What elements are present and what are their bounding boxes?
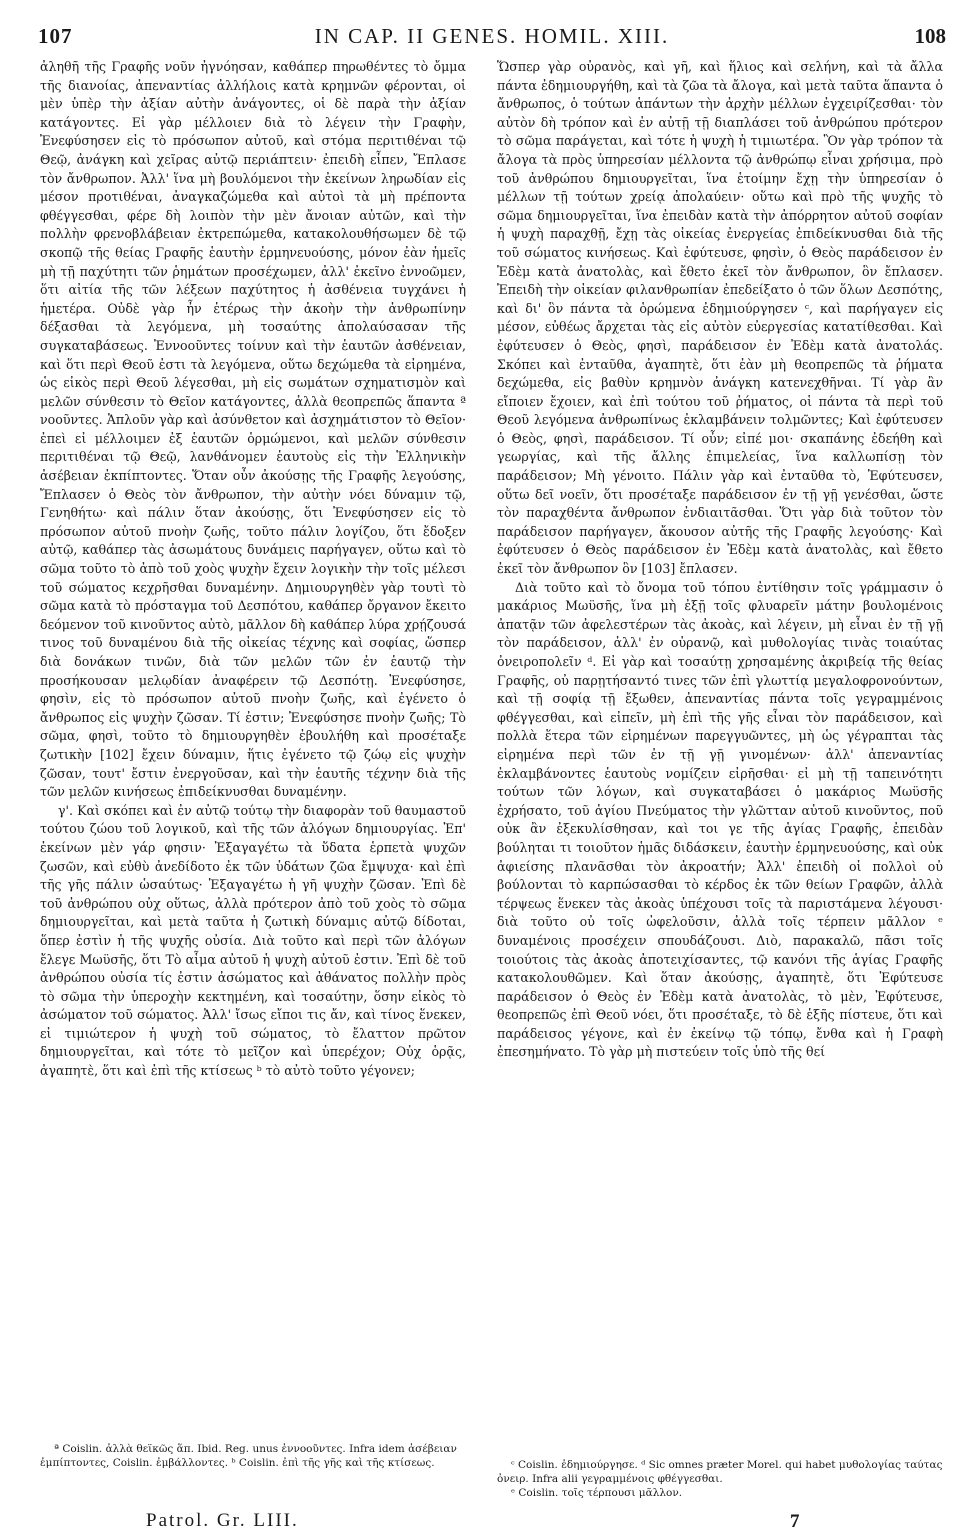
right-text-column: [497, 58, 943, 1062]
left-paragraph-2: γ'. Καὶ σκόπει καὶ ἐν αὐτῷ τούτῳ τὴν διαφορὰν τοῦ θαυμαστοῦ τούτου ζώου τοῦ λογικοῦ, καὶ τῆς τῶν ἀλόγων δημιουργίας. Ἐπ' ἐκείνων μὲν γάρ φησιν· Ἐξαγαγέτω τὰ ὕδατα ἑρπετὰ ψυχῶν ζωσῶν, καὶ εὐθὺ ἀνεδίδοτο ἐκ τῶν ὑδάτων ζῶα ἔμψυχα· καὶ ἐπὶ τῆς γῆς πάλιν ὡσαύτως· Ἐξαγαγέτω ἡ γῆ ψυχὴν ζῶσαν. Ἐπὶ δὲ τοῦ ἀνθρώπου οὐχ οὕτως, ἀλλὰ πρότερον ἀπὸ τοῦ χοὸς τὸ σῶμα δημιουργεῖται, καὶ μετὰ ταῦτα ἡ ζωτικὴ δύναμις αὐτῷ δίδοται, ὅπερ ἐστὶν ἡ τῆς ψυχῆς οὐσία. Διὰ τοῦτο καὶ περὶ τῶν ἀλόγων ἔλεγε Μωϋσῆς, ὅτι Τὸ αἷμα αὐτοῦ ἡ ψυχὴ αὐτοῦ ἐστιν. Ἐπὶ δὲ τοῦ ἀνθρώπου οὐσία τίς ἐστιν ἀσώματος καὶ ἀθάνατος πολλὴν πρὸς τὸ σῶμα τὴν ὑπεροχὴν κεκτημένη, καὶ τοσαύτην, ὅσην εἰκὸς τὸ ἀσώματον τοῦ σώματος. Ἀλλ' ἴσως εἴποι τις ἄν, καὶ τίνος ἕνεκεν, εἰ τιμιώτερον ἡ ψυχὴ τοῦ σώματος, τὸ ἔλαττον πρῶτον δημιουργεῖται, καὶ τότε τὸ μεῖζον καὶ ὑπερέχον; Οὐχ ὁρᾷς, ἀγαπητὲ, ὅτι καὶ ἐπὶ τῆς κτίσεως ᵇ τὸ αὐτὸ τοῦτο γέγονεν;: [40, 802, 466, 1079]
signature-mark: 7: [790, 1511, 800, 1532]
left-text-column: [40, 58, 466, 1081]
running-header: [38, 24, 946, 54]
left-page-number: 107: [38, 24, 73, 48]
right-page-number: 108: [914, 24, 946, 48]
running-title: IN CAP. II GENES. HOMIL. XIII.: [314, 24, 670, 48]
footnote: ᶜ Coislin. ἐδημιούργησε. ᵈ Sic omnes præter Morel. qui habet μυθολογίας ταύτας ὀνειρ. Infra alii γεγραμμένοις φθέγγεσθαι.: [497, 1459, 943, 1485]
left-footnotes: [40, 1442, 466, 1470]
right-paragraph-2: Διὰ τοῦτο καὶ τὸ ὄνομα τοῦ τόπου ἐντίθησιν τοῖς γράμμασιν ὁ μακάριος Μωϋσῆς, ἵνα μὴ ἐξῇ τοῖς φλυαρεῖν μάτην βουλομένοις ἀπατᾷν τῶν ἀφελεστέρων τὰς ἀκοὰς, καὶ λέγειν, μὴ εἶναι ἐν τῇ γῇ τὸν παράδεισον, ἀλλ' ἐν οὐρανῷ, καὶ μυθολογίας τινὰς τοιαύτας ὀνειροπολεῖν ᵈ. Εἰ γὰρ καὶ τοσαύτῃ χρησαμένης ἀκριβείᾳ τῆς θείας Γραφῆς, οὐ παρῃτήσαντό τινες τῶν ἐπὶ γλωττίᾳ μεγαλοφρονούντων, καὶ τῇ σοφίᾳ τῇ ἔξωθεν, ἀπεναντίας πάντα τοῖς γεγραμμένοις φθέγγεσθαι, καὶ εἰπεῖν, μὴ ἐπὶ τῆς γῆς εἶναι τὸν παράδεισον, καὶ πολλὰ ἕτερα τῶν εἰρημένων παρεγγυῶντες, μὴ ὡς γέγραπται τὰς εἰρημένα περὶ τῶν ἐν τῇ γῇ γινομένων· ἀλλ' ἀπεναντίας ἐκλαμβάνοντες ἑαυτοὺς νομίζειν εἰρῆσθαι· εἰ μὴ τῇ ταπεινότητι τούτων τῶν λόγων, καὶ συγκαταβάσει ὁ μακάριος Μωϋσῆς ἐχρήσατο, τοῦ ἁγίου Πνεύματος τὴν γλῶτταν αὐτοῦ κινοῦντος, ποῦ οὐκ ἂν ἐξεκυλίσθησαν, καὶ τοι γε τῆς ἁγίας Γραφῆς, ἐπειδὰν βούληται τι τοιοῦτον ἡμᾶς διδάσκειν, ἑαυτὴν ἑρμηνευούσης, καὶ οὐκ ἀφιείσης πλανᾶσθαι τὸν ἀκροατήν; Ἀλλ' ἐπειδὴ οἱ πολλοὶ οὐ βούλονται τὸ καρπώσασθαι τὸ κέρδος ἐκ τῶν θείων Γραφῶν, ἀλλὰ τέρψεως ἕνεκεν τὰς ἀκοὰς ὑπέχουσι τοῖς τὰ παριστάμενα λέγουσι· διὰ τοῦτο οὐ τοῖς ὠφελοῦσιν, ἀλλὰ τοῖς τέρπειν μᾶλλον ᵉ δυναμένοις προσέχειν σπουδάζουσι. Διὸ, παρακαλῶ, πᾶσι τοῖς τοιούτοις τὰς ἀκοὰς ἀποτειχίσαντες, τῷ κανόνι τῆς ἁγίας Γραφῆς κατακολουθῶμεν. Καὶ ὅταν ἀκούσῃς, ἀγαπητὲ, ὅτι Ἐφύτευσε παράδεισον ὁ Θεὸς ἐν Ἐδὲμ κατὰ ἀνατολὰς, τὸ μὲν, Ἐφύτευσε, θεοπρεπῶς ἐπὶ Θεοῦ νόει, ὅτι προσέταξε, τὸ δὲ ἑξῆς πίστευε, ὅτι καὶ παράδεισος γέγονε, καὶ ἐν ἐκείνῳ τῷ τόπῳ, ἔνθα καὶ ἡ Γραφὴ ἐπεσημήνατο. Τὸ γὰρ μὴ πιστεύειν τοῖς ὑπὸ τῆς θεί: [497, 579, 943, 1060]
footnote: ᵉ Coislin. τοῖς τέρπουσι μᾶλλον.: [511, 1487, 683, 1499]
series-footer: Patrol. Gr. LIII.: [146, 1510, 299, 1531]
footnote: ª Coislin. ἀλλὰ θεϊκῶς ἅπ. Ibid. Reg. unus ἐννοοῦντες. Infra idem ἀσέβειαν ἐμπίπτοντες, Coislin. ἐμβάλλοντες. ᵇ Coislin. ἐπὶ τῆς γῆς καὶ τῆς κτίσεως.: [40, 1443, 457, 1469]
left-paragraph-1: ἀληθῆ τῆς Γραφῆς νοῦν ἠγνόησαν, καθάπερ πηρωθέντες τὸ ὄμμα τῆς διανοίας, ἀπεναντίας ἀλλήλοις κατὰ κρημνῶν φέρονται, οἱ μὲν ὑπὲρ τὴν ἀξίαν αὐτὴν ἀνάγοντες, οἱ δὲ παρὰ τὴν ἀξίαν κατάγοντες. Εἰ γὰρ μέλλοιεν διὰ τὸ λέγειν τὴν Γραφὴν, Ἐνεφύσησεν εἰς τὸ πρόσωπον αὐτοῦ, καὶ στόμα περιτιθέναι τῷ Θεῷ, ἀνάγκη καὶ χεῖρας αὐτῷ περιάπτειν· ἐπειδὴ εἶπεν, Ἔπλασε τὸν ἄνθρωπον. Ἀλλ' ἵνα μὴ βουλόμενοι τὴν ἐκείνων ληρωδίαν εἰς μέσον προτιθέναι, ἀναγκαζώμεθα καὶ αὐτοὶ τὰ μὴ πρέποντα φθέγγεσθαι, φέρε δὴ λοιπὸν τὴν μὲν ἄνοιαν αὐτῶν, καὶ τὴν πολλὴν φρενοβλάβειαν ἐκτρεπώμεθα, κατακολουθήσωμεν δὲ τῷ σκοπῷ τῆς θείας Γραφῆς ἑαυτὴν ἑρμηνευούσης, μόνον ἐὰν ἡμεῖς μὴ τῇ παχύτητι τῶν ῥημάτων προσέχωμεν, ἀλλ' ἐκεῖνο ἐννοῶμεν, ὅτι αἰτία τῆς τῶν λέξεων παχύτητος ἡ ἀσθένεια τυγχάνει ἡ ἡμετέρα. Οὐδὲ γὰρ ἦν ἑτέρως τὴν ἀκοὴν τὴν ἀνθρωπίνην δέξασθαι τὰ λεγόμενα, μὴ τοσαύτης ἀπολαύσασαν τῆς συγκαταβάσεως. Ἐννοοῦντες τοίνυν καὶ τὴν ἑαυτῶν ἀσθένειαν, καὶ ὅτι περὶ Θεοῦ ἐστι τὰ λεγόμενα, οὕτω δεχώμεθα τὰ εἰρημένα, ὡς εἰκὸς περὶ Θεοῦ λέγεσθαι, μὴ εἰς σωμάτων σχηματισμὸν καὶ μελῶν σύνθεσιν τὸ Θεῖον κατάγοντες, ἀλλὰ θεοπρεπῶς ἅπαντα ª νοοῦντες. Ἁπλοῦν γὰρ καὶ ἀσύνθετον καὶ ἀσχημάτιστον τὸ Θεῖον· ἐπεὶ εἰ μέλλοιμεν ἐξ ἑαυτῶν ὁρμώμενοι, καὶ μελῶν σύνθεσιν περιτιθέναι τῷ Θεῷ, λανθάνομεν ἑαυτοὺς εἰς τὴν Ἑλληνικὴν ἀσέβειαν ἐκπίπτοντες. Ὅταν οὖν ἀκούσῃς τῆς Γραφῆς λεγούσης, Ἔπλασεν ὁ Θεὸς τὸν ἄνθρωπον, τὴν αὐτὴν νόει δύναμιν τῷ, Γενηθήτω· καὶ πάλιν ὅταν ἀκούσῃς, ὅτι Ἐνεφύσησεν εἰς τὸ πρόσωπον αὐτοῦ πνοὴν ζωῆς, τοῦτο πάλιν λογίζου, ὅτι ἔδοξεν αὐτῷ, καθάπερ τὰς ἀσωμάτους δυνάμεις παρήγαγεν, οὕτω καὶ τὸ σῶμα τοῦτο τὸ ἀπὸ τοῦ χοὸς ψυχὴν ἔχειν λογικὴν τὴν τοῖς μέλεσι τοῦ σώματος κεχρῆσθαι δυναμένην. Δημιουργηθὲν γὰρ τουτὶ τὸ σῶμα κατὰ τὸ πρόσταγμα τοῦ Δεσπότου, καθάπερ ὄργανον ἔκειτο δεόμενον τοῦ κινοῦντος αὐτὸ, μᾶλλον δὴ καθάπερ λύρα χρῄζουσά τινος τοῦ δυναμένου διὰ τῆς οἰκείας τέχνης καὶ σοφίας, ὥσπερ διὰ δονάκων τινῶν, διὰ τῶν μελῶν τῶν ἐν ἑαυτῷ τὴν προσήκουσαν μελῳδίαν ἀναφέρειν τῷ Δεσπότῃ. Ἐνεφύσησε, φησὶν, εἰς τὸ πρόσωπον αὐτοῦ πνοὴν ζωῆς, καὶ ἐγένετο ὁ ἄνθρωπος εἰς ψυχὴν ζῶσαν. Τί ἐστιν; Ἐνεφύσησε πνοὴν ζωῆς; Τὸ σῶμα, φησὶ, τοῦτο τὸ δημιουργηθὲν ἐβουλήθη καὶ προσέταξε ζωτικὴν [102] ἔχειν δύναμιν, ἥτις ἐγένετο τῷ ζώῳ εἰς ψυχὴν ζῶσαν, τουτ' ἔστιν ἐνεργοῦσαν, καὶ τὴν ἑαυτῆς τέχνην διὰ τῆς τῶν μελῶν κινήσεως ἐπιδείκνυσθαι δυναμένην.: [40, 59, 466, 800]
right-footnotes: [497, 1458, 943, 1500]
right-paragraph-1: Ὥσπερ γὰρ οὐρανὸς, καὶ γῆ, καὶ ἥλιος καὶ σελήνη, καὶ τὰ ἄλλα πάντα ἐδημιουργήθη, καὶ τὰ ζῶα τὰ ἄλογα, καὶ μετὰ ταῦτα ἅπαντα ὁ ἄνθρωπος, ὁ τούτων ἁπάντων τὴν ἀρχὴν μέλλων ἐγχειρίζεσθαι· τὸν αὐτὸν δὴ τρόπον καὶ ἐν αὐτῇ τῇ διαπλάσει τοῦ ἀνθρώπου πρότερον τὸ σῶμα παράγεται, καὶ τότε ἡ ψυχὴ ἡ τιμιωτέρα. Ὃν γὰρ τρόπον τὰ ἄλογα τὰ πρὸς ὑπηρεσίαν μέλλοντα τῷ ἀνθρώπῳ εἶναι χρήσιμα, πρὸ τοῦ ἀνθρώπου δημιουργεῖται, ἵνα ἑτοίμην ἔχῃ τὴν ὑπηρεσίαν ὁ μέλλων τῇ τούτων χρείᾳ ἀπολαύειν· οὕτω καὶ πρὸ τῆς ψυχῆς τὸ σῶμα δημιουργεῖται, ἵνα ἐπειδὰν κατὰ τὴν ἀπόρρητον αὐτοῦ σοφίαν ἡ ψυχὴ παραχθῇ, ἔχῃ τὰς οἰκείας ἐνεργείας ἐπιδείκνυσθαι διὰ τῆς τοῦ σώματος κινήσεως. Καὶ ἐφύτευσε, φησὶν, ὁ Θεὸς παράδεισον ἐν Ἐδὲμ κατὰ ἀνατολὰς, καὶ ἔθετο ἐκεῖ τὸν ἄνθρωπον, ὃν ἔπλασεν. Ἐπειδὴ τὴν οἰκείαν φιλανθρωπίαν ἐπεδείξατο ὁ τῶν ὅλων Δεσπότης, καὶ δι' ὃν πάντα τὰ ὁρώμενα ἐδημιούργησεν ᶜ, καὶ παρήγαγεν εἰς μέσον, εὐθέως ἄρχεται τὰς εἰς αὐτὸν εὐεργεσίας κατατίθεσθαι. Καὶ ἐφύτευσεν ὁ Θεὸς, φησὶ, παράδεισον ἐν Ἐδὲμ κατὰ ἀνατολάς. Σκόπει καὶ ἐνταῦθα, ἀγαπητὲ, ὅτι ἐὰν μὴ θεοπρεπῶς τὰ ῥήματα δεχώμεθα, εἰς βαθὺν κρημνὸν ἀνάγκη κατενεχθῆναι. Τί γὰρ ἂν εἴποιεν ἔχοιεν, καὶ ἐπὶ τούτου τοῦ ῥήματος, οἱ πάντα τὰ περὶ τοῦ Θεοῦ λεγόμενα ἀνθρωπίνως ἐκλαμβάνειν τολμῶντες; Καὶ ἐφύτευσεν ὁ Θεὸς, φησὶ, παράδεισον. Τί οὖν; εἰπέ μοι· σκαπάνης ἐδεήθη καὶ γεωργίας, καὶ τῆς ἄλλης ἐπιμελείας, ἵνα καλλωπίσῃ τὸν παράδεισον; Μὴ γένοιτο. Πάλιν γὰρ καὶ ἐνταῦθα τὸ, Ἐφύτευσεν, οὕτω δεῖ νοεῖν, ὅτι προσέταξε παράδεισον ἐν τῇ γῇ γενέσθαι, ὥστε τὸν παραχθέντα ἄνθρωπον ἐνδιαιτᾶσθαι. Ὅτι γὰρ διὰ τοῦτον τὸν παράδεισον παρήγαγεν, ἄκουσον αὐτῆς τῆς Γραφῆς λεγούσης· Καὶ ἐφύτευσεν ὁ Θεὸς παράδεισον ἐν Ἐδὲμ κατὰ ἀνατολὰς, καὶ ἔθετο ἐκεῖ τὸν ἄνθρωπον ὃν [103] ἔπλασεν.: [497, 59, 943, 577]
